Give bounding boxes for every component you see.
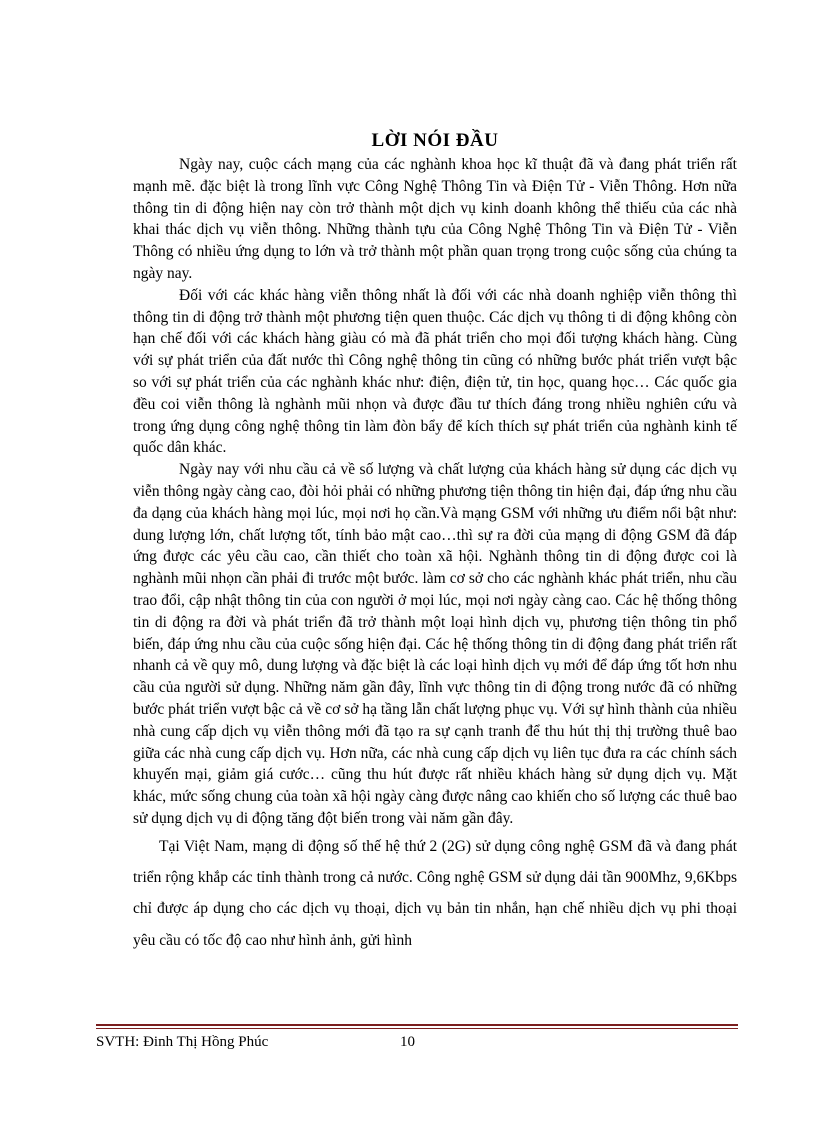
paragraph-2: Đối với các khác hàng viễn thông nhất là đối với các nhà doanh nghiệp viễn thông thì thông tin di động trở thành một phương tiện quen thuộc. Các dịch vụ thông ti di động không còn hạn chế đối với các khách hàng giàu có mà đã phát triển cho mọi đối tượng khách hàng. Cùng với sự phát triển của đất nước thì Công nghệ thông tin cũng có những bước phát triển vượt bậc so với sự phát triển của các nghành khác như: điện, điện tử, tin học, quang học… Các quốc gia đều coi viễn thông là nghành mũi nhọn và được đầu tư thích đáng trong nhiều nghiên cứu và trong ứng dụng công nghệ thông tin làm đòn bẩy để kích thích sự phát triển của nghành kinh tế quốc dân khác. — [133, 286, 737, 457]
page-body — [133, 128, 737, 956]
page-title: LỜI NÓI ĐẦU — [371, 130, 499, 151]
footer-page-number: 10 — [400, 1034, 415, 1050]
footer-rule-thick — [96, 1024, 738, 1026]
paragraph-4: Tại Việt Nam, mạng di động số thế hệ thứ 2 (2G) sử dụng công nghệ GSM đã và đang phát triển rộng khắp các tỉnh thành trong cả nước. Công nghệ GSM sử dụng dải tần 900Mhz, 9,6Kbps chỉ được áp dụng cho các dịch vụ thoại, dịch vụ bản tin nhắn, hạn chế nhiều dịch vụ phi thoại yêu cầu có tốc độ cao như hình ảnh, gửi hình — [133, 837, 737, 949]
footer-rule-thin — [96, 1028, 738, 1029]
page-footer — [96, 1034, 738, 1054]
paragraph-3: Ngày nay với nhu cầu cả về số lượng và chất lượng của khách hàng sử dụng các dịch vụ viễn thông ngày càng cao, đòi hỏi phải có những phương tiện thông tin hiện đại, đáp ứng nhu cầu đa dạng của khách hàng mọi lúc, mọi nơi họ cần.Và mạng GSM với những ưu điểm nổi bật như: dung lượng lớn, chất lượng tốt, tính bảo mật cao…thì sự ra đời của mạng di động GSM đã đáp ứng được các yêu cầu cao, cần thiết cho toàn xã hội. Nghành thông tin di động được coi là nghành mũi nhọn cần phải đi trước một bước. làm cơ sở cho các nghành khác phát triển, nhu cầu trao đổi, cập nhật thông tin của con người ở mọi lúc, mọi nơi ngày càng cao. Các hệ thống thông tin di động ra đời và phát triển đã trở thành một loại hình dịch vụ, phương tiện thông tin phổ biến, đáp ứng nhu cầu của cuộc sống hiện đại. Các hệ thống thông tin di động đang phát triển rất nhanh cả về quy mô, dung lượng và đặc biệt là các loại hình dịch vụ mới để đáp ứng tốt hơn nhu cầu của người sử dụng. Những năm gần đây, lĩnh vực thông tin di động trong nước đã có những bước phát triển vượt bậc cả về cơ sở hạ tầng lẫn chất lượng phục vụ. Với sự hình thành của nhiều nhà cung cấp dịch vụ viễn thông mới đã tạo ra sự cạnh tranh để thu hút thị thị trường thuê bao giữa các nhà cung cấp dịch vụ. Hơn nữa, các nhà cung cấp dịch vụ liên tục đưa ra các chính sách khuyến mại, giảm giá cước… cũng thu hút được rất nhiều khách hàng sử dụng dịch vụ. Mặt khác, mức sống chung của toàn xã hội ngày càng được nâng cao khiến cho số lượng các thuê bao sử dụng dịch vụ di động tăng đột biến trong vài năm gần đây. — [133, 461, 737, 827]
footer-author: SVTH: Đinh Thị Hồng Phúc — [96, 1034, 269, 1050]
paragraph-1: Ngày nay, cuộc cách mạng của các nghành khoa học kĩ thuật đã và đang phát triển rất mạnh mẽ. đặc biệt là trong lĩnh vực Công Nghệ Thông Tin và Điện Tử - Viễn Thông. Hơn nữa thông tin di động hiện nay còn trở thành một dịch vụ kinh doanh không thể thiếu của các nhà khai thác dịch vụ viễn thông. Những thành tựu của Công Nghệ Thông Tin và Điện Tử - Viễn Thông có nhiều ứng dụng to lớn và trở thành một phần quan trọng trong cuộc sống của chúng ta ngày nay. — [133, 156, 737, 282]
